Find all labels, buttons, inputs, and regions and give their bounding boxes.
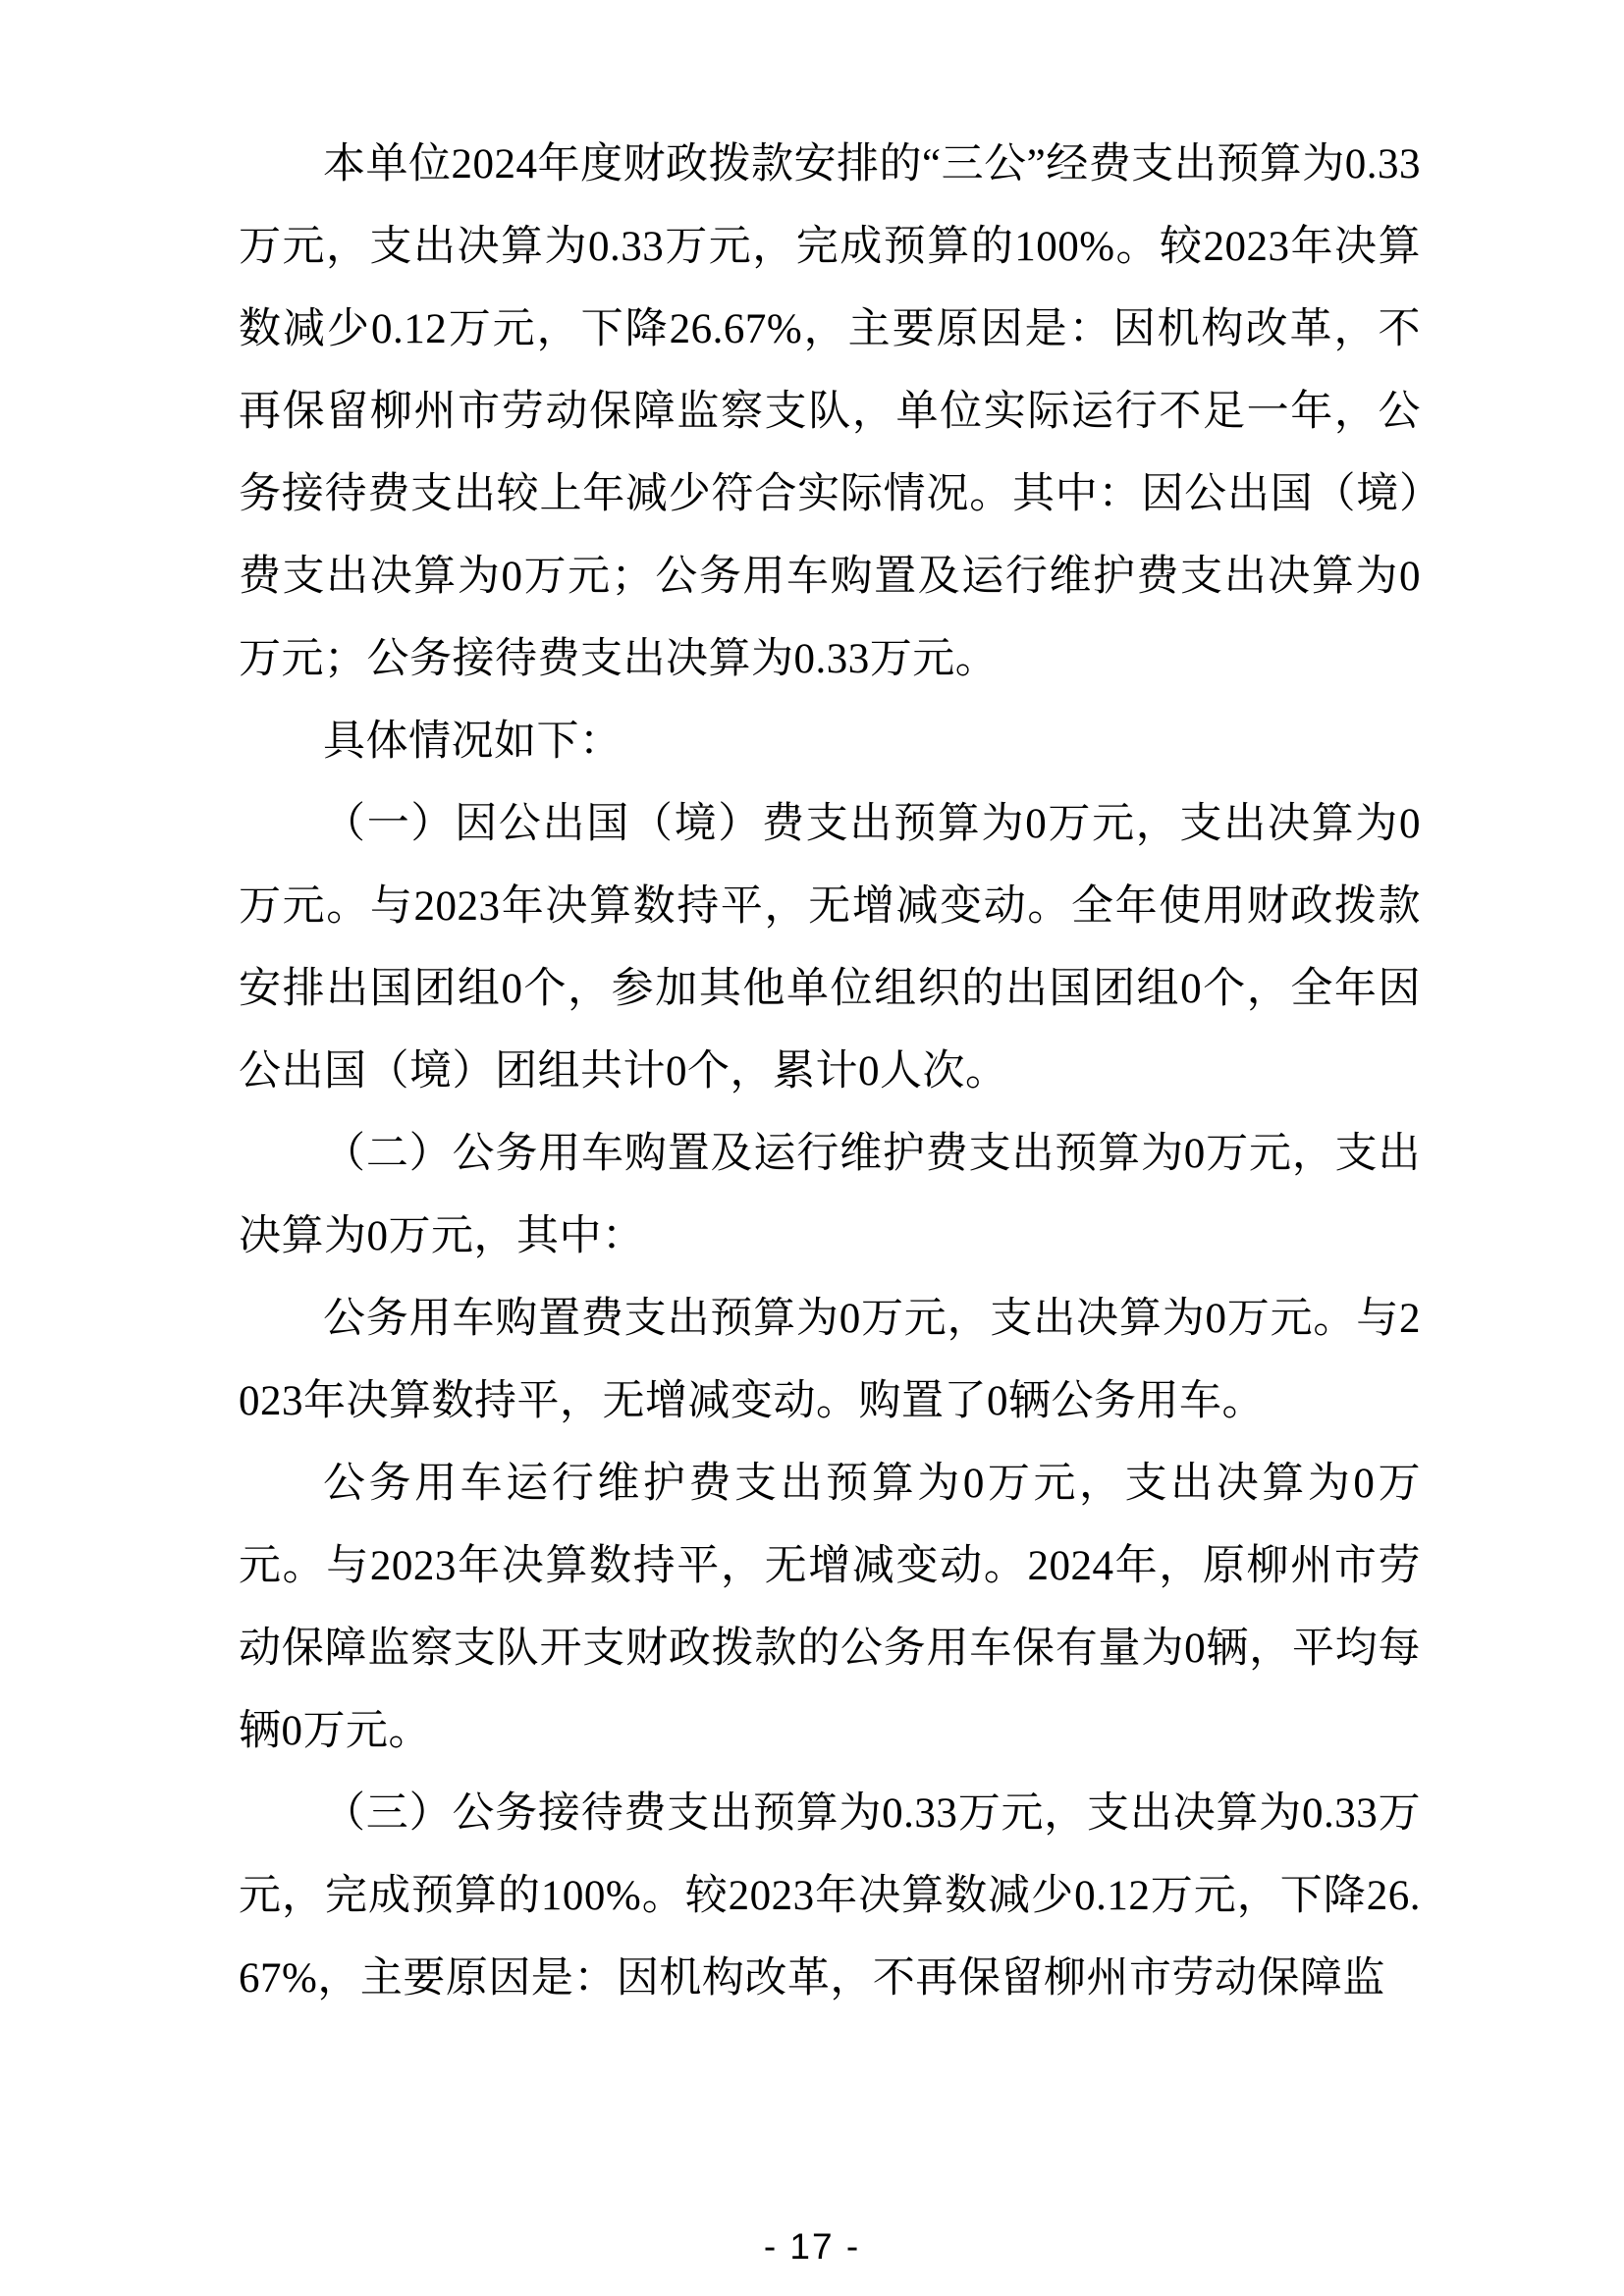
paragraph: 本单位2024年度财政拨款安排的“三公”经费支出预算为0.33万元，支出决算为0.33万元，完成预算的100%。较2023年决算数减少0.12万元，下降26.67%，主要原因是：因机构改革，不再保留柳州市劳动保障监察支队，单位实际运行不足一年，公务接待费支出较上年减少符合实际情况。其中：因公出国（境）费支出决算为0万元；公务用车购置及运行维护费支出决算为0万元；公务接待费支出决算为0.33万元。 [239, 141, 1421, 682]
paragraph: （一）因公出国（境）费支出预算为0万元，支出决算为0万元。与2023年决算数持平，无增减变动。全年使用财政拨款安排出国团组0个，参加其他单位组织的出国团组0个，全年因公出国（境）团组共计0个，累计0人次。 [239, 801, 1421, 1095]
page-content [239, 124, 1421, 2020]
paragraph: （三）公务接待费支出预算为0.33万元，支出决算为0.33万元，完成预算的100%。较2023年决算数减少0.12万元，下降26.67%，主要原因是：因机构改革，不再保留柳州市劳动保障监 [239, 1790, 1421, 2002]
paragraph: 公务用车购置费支出预算为0万元，支出决算为0万元。与2023年决算数持平，无增减变动。购置了0辆公务用车。 [239, 1296, 1421, 1424]
page-number: - 17 - [763, 2226, 861, 2267]
paragraph: 公务用车运行维护费支出预算为0万元，支出决算为0万元。与2023年决算数持平，无增减变动。2024年，原柳州市劳动保障监察支队开支财政拨款的公务用车保有量为0辆，平均每辆0万元。 [239, 1461, 1421, 1754]
paragraph: （二）公务用车购置及运行维护费支出预算为0万元，支出决算为0万元，其中： [239, 1131, 1421, 1259]
paragraph: 具体情况如下： [323, 719, 623, 765]
page-footer [0, 2226, 1624, 2268]
